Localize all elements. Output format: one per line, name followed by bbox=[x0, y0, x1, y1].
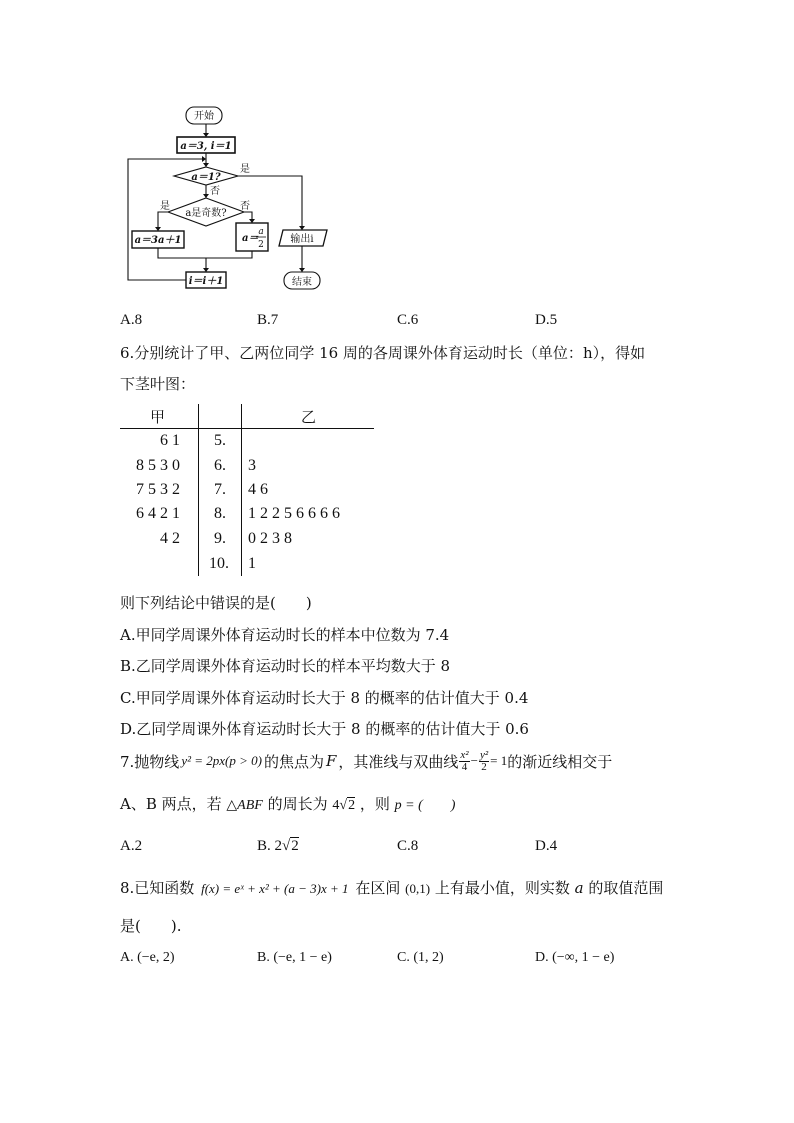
stem-4: 9. bbox=[214, 530, 226, 547]
right-leaf-3: 1 2 2 5 6 6 6 6 bbox=[248, 505, 340, 522]
right-leaf-5: 1 bbox=[248, 555, 256, 572]
q5-option-d: D.5 bbox=[535, 312, 558, 328]
stem-0: 5. bbox=[214, 432, 226, 449]
q7-focus: F bbox=[325, 752, 337, 770]
even-lhs-label: a＝ bbox=[242, 233, 259, 244]
q6-prompt: 则下列结论中错误的是( ) bbox=[120, 594, 312, 612]
left-leaf-3: 6 4 2 1 bbox=[136, 505, 180, 522]
cond2-no-label: 否 bbox=[240, 201, 250, 212]
q7-frac-y bbox=[479, 750, 489, 773]
q6-option-c: C.甲同学周课外体育运动时长大于 8 的概率的估计值大于 0.4 bbox=[120, 689, 529, 707]
header-left: 甲 bbox=[150, 410, 166, 426]
end-label: 结束 bbox=[292, 277, 312, 288]
q8-text-2: 在区间 bbox=[355, 879, 401, 897]
q8-function: f(x) = eˣ + x² + (a − 3)x + 1 bbox=[201, 881, 349, 896]
q7-option-c: C.8 bbox=[397, 838, 419, 854]
q7-option-b: B. 2√2 bbox=[257, 838, 299, 854]
q7-frac-x-den: 4 bbox=[461, 760, 468, 773]
q8-a: a bbox=[574, 879, 584, 897]
left-leaf-0: 6 1 bbox=[160, 432, 180, 449]
q8-option-d: D. (−∞, 1 − e) bbox=[535, 950, 615, 965]
q6-option-d: D.乙同学周课外体育运动时长大于 8 的概率的估计值大于 0.6 bbox=[120, 720, 529, 738]
increment-label: i＝i＋1 bbox=[188, 276, 224, 287]
q7-option-b-rad: 2 bbox=[291, 838, 299, 854]
flowchart bbox=[120, 100, 340, 300]
stem-3: 8. bbox=[214, 505, 226, 522]
q5-option-c: C.6 bbox=[397, 312, 419, 328]
q6-option-b: B.乙同学周课外体育运动时长的样本平均数大于 8 bbox=[120, 657, 451, 675]
q6-line2: 下茎叶图： bbox=[120, 375, 196, 393]
q7-option-d: D.4 bbox=[535, 838, 558, 854]
q8-text-1: 8.已知函数 bbox=[120, 879, 195, 897]
left-leaf-1: 8 5 3 0 bbox=[136, 457, 180, 474]
cond1-no-label: 否 bbox=[210, 186, 220, 197]
q8-option-a: A. (−e, 2) bbox=[120, 950, 175, 965]
q7-option-b-label: B. 2 bbox=[257, 838, 283, 854]
q7-frac-x-num: x² bbox=[460, 748, 469, 761]
stem-leaf-plot bbox=[120, 400, 380, 580]
right-leaf-4: 0 2 3 8 bbox=[248, 530, 292, 547]
q7-triangle: △ABF bbox=[226, 798, 263, 813]
q5-option-a: A.8 bbox=[120, 312, 143, 328]
q8-line2: 是( ). bbox=[120, 917, 182, 935]
stem-2: 7. bbox=[214, 481, 226, 498]
q7-text-6: 的周长为 bbox=[267, 795, 328, 813]
q7-line1 bbox=[120, 744, 612, 778]
q8-interval: (0,1) bbox=[405, 881, 431, 896]
q8-option-b: B. (−e, 1 − e) bbox=[257, 950, 332, 965]
even-den-label: 2 bbox=[258, 240, 264, 250]
init-label: a＝3, i＝1 bbox=[180, 141, 232, 152]
right-leaf-2: 4 6 bbox=[248, 481, 268, 498]
left-leaf-2: 7 5 3 2 bbox=[136, 481, 180, 498]
output-label: 输出i bbox=[290, 234, 314, 245]
header-right: 乙 bbox=[301, 410, 317, 426]
q8-line1 bbox=[120, 877, 663, 898]
q7-minus: − bbox=[470, 753, 478, 768]
q7-eq-end: = 1 bbox=[490, 753, 508, 768]
q7-frac-y-num: y² bbox=[479, 748, 489, 761]
cond1-label: a＝1? bbox=[191, 172, 221, 183]
q7-option-a: A.2 bbox=[120, 838, 143, 854]
q7-text-5: A、B 两点，若 bbox=[120, 795, 222, 813]
odd-label: a＝3a＋1 bbox=[134, 235, 182, 246]
cond2-label: a是奇数? bbox=[185, 208, 227, 219]
q6-option-a: A.甲同学周课外体育运动时长的样本中位数为 7.4 bbox=[120, 626, 450, 644]
q6-line1: 6.分别统计了甲、乙两位同学 16 周的各周课外体育运动时长（单位：h），得如 bbox=[120, 344, 646, 362]
q7-text-1: 7.抛物线 bbox=[120, 752, 180, 771]
left-leaf-4: 4 2 bbox=[160, 530, 180, 547]
q7-perimeter: 4√2 bbox=[332, 798, 356, 813]
q7-perim-coef: 4 bbox=[332, 798, 340, 813]
stem-1: 6. bbox=[214, 457, 226, 474]
start-label: 开始 bbox=[194, 111, 214, 122]
q7-line2 bbox=[120, 793, 455, 814]
q7-frac-x bbox=[459, 750, 469, 773]
q7-text-7: ，则 bbox=[359, 795, 390, 813]
q8-text-4: 的取值范围 bbox=[588, 879, 664, 897]
stem-5: 10. bbox=[209, 555, 229, 572]
q5-option-b: B.7 bbox=[257, 312, 279, 328]
q7-text-2: 的焦点为 bbox=[263, 752, 324, 771]
even-num-label: a bbox=[258, 227, 264, 237]
q7-p-eq: p = ( ) bbox=[394, 798, 456, 813]
cond2-yes-label: 是 bbox=[160, 201, 170, 212]
q8-text-3: 上有最小值，则实数 bbox=[434, 879, 570, 897]
q7-text-4: 的渐近线相交于 bbox=[507, 752, 613, 771]
q8-option-c: C. (1, 2) bbox=[397, 950, 444, 965]
q7-frac-y-den: 2 bbox=[481, 760, 487, 773]
q7-parabola-eq: y² = 2px(p > 0) bbox=[181, 753, 262, 768]
q7-perim-rad: 2 bbox=[348, 798, 356, 813]
cond1-yes-label: 是 bbox=[240, 164, 250, 175]
right-leaf-1: 3 bbox=[248, 457, 256, 474]
q7-text-3: ，其准线与双曲线 bbox=[338, 752, 459, 771]
